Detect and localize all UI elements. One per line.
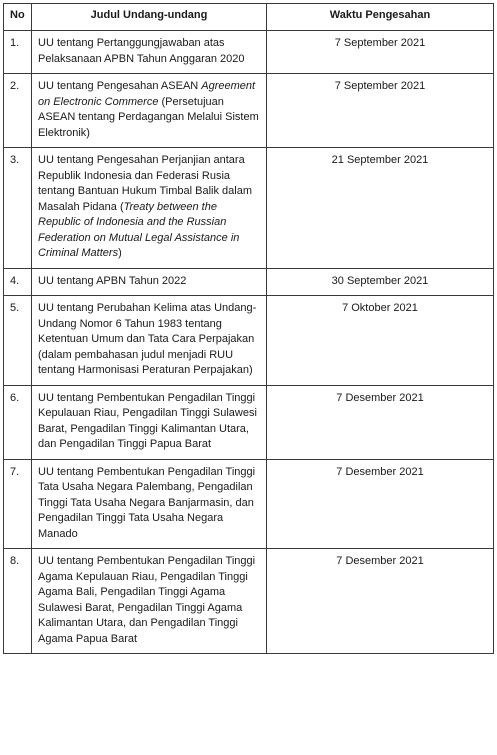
law-title (32, 459, 267, 549)
table-body (4, 31, 494, 654)
header-date: Waktu Pengesahan (267, 4, 494, 31)
law-title (32, 549, 267, 654)
law-title (32, 296, 267, 386)
header-title: Judul Undang-undang (32, 4, 267, 31)
row-number: 6. (4, 385, 32, 459)
row-number: 3. (4, 148, 32, 269)
table-row (4, 296, 494, 386)
table-row (4, 385, 494, 459)
table-row (4, 268, 494, 296)
law-title-segment: UU tentang APBN Tahun 2022 (38, 274, 187, 287)
law-title-segment: UU tentang Pengesahan Perjanjian antara Republik Indonesia dan Federasi Rusia tentang Bantuan Hukum Timbal Balik dalam Masalah Pidana ( (38, 154, 253, 213)
header-no: No (4, 4, 32, 31)
ratification-date: 21 September 2021 (267, 148, 494, 269)
law-title-segment: UU tentang Perubahan Kelima atas Undang- Undang Nomor 6 Tahun 1983 tentang Ketentuan Umum dan Tata Cara Perpajakan (dalam pembahasan judul menjadi RUU tentang Harmonisasi Peraturan Perpajakan) (38, 302, 257, 376)
table-row (4, 31, 494, 74)
table-row (4, 549, 494, 654)
law-title (32, 148, 267, 269)
law-title-segment: (Persetujuan ASEAN tentang Perdagangan Melalui Sistem Elektronik) (38, 95, 259, 139)
law-title-segment: UU tentang Pembentukan Pengadilan Tinggi Agama Kepulauan Riau, Pengadilan Tinggi Agama Bali, Pengadilan Tinggi Agama Sulawesi Barat, Pengadilan Tinggi Agama Kalimantan Utara, dan Pengadilan Tinggi Agama Papua Barat (38, 555, 256, 645)
ratification-date: 7 September 2021 (267, 74, 494, 148)
law-title (32, 74, 267, 148)
laws-table (3, 3, 494, 654)
law-title-segment: ) (118, 247, 122, 259)
law-title-segment: UU tentang Pembentukan Pengadilan Tinggi Kepulauan Riau, Pengadilan Tinggi Sulawesi Barat, Pengadilan Tinggi Kalimantan Utara, dan Pengadilan Tinggi Papua Barat (38, 391, 257, 450)
row-number: 8. (4, 549, 32, 654)
row-number: 7. (4, 459, 32, 549)
law-title-segment: UU tentang Pertanggungjawaban atas Pelaksanaan APBN Tahun Anggaran 2020 (38, 37, 245, 65)
ratification-date: 30 September 2021 (267, 268, 494, 296)
row-number: 4. (4, 268, 32, 296)
table-header (4, 4, 494, 31)
table-row (4, 74, 494, 148)
law-title-segment: UU tentang Pembentukan Pengadilan Tinggi Tata Usaha Negara Palembang, Pengadilan Tinggi Tata Usaha Negara Banjarmasin, dan Pengadilan Tinggi Tata Usaha Negara Manado (38, 465, 256, 540)
ratification-date: 7 September 2021 (267, 31, 494, 74)
ratification-date: 7 Desember 2021 (267, 385, 494, 459)
law-title (32, 385, 267, 459)
table-row (4, 459, 494, 549)
row-number: 2. (4, 74, 32, 148)
law-title (32, 31, 267, 74)
ratification-date: 7 Desember 2021 (267, 549, 494, 654)
row-number: 1. (4, 31, 32, 74)
table-row (4, 148, 494, 269)
law-title-segment: UU tentang Pengesahan ASEAN (38, 80, 202, 92)
ratification-date: 7 Oktober 2021 (267, 296, 494, 386)
ratification-date: 7 Desember 2021 (267, 459, 494, 549)
header-row (4, 4, 494, 31)
row-number: 5. (4, 296, 32, 386)
law-title-italic-segment: Treaty between the Republic of Indonesia and the Russian Federation on Mutual Legal Assistance in Criminal Matters (38, 200, 240, 259)
law-title-italic-segment: Agreement on Electronic Commerce (38, 80, 256, 108)
law-title (32, 268, 267, 296)
